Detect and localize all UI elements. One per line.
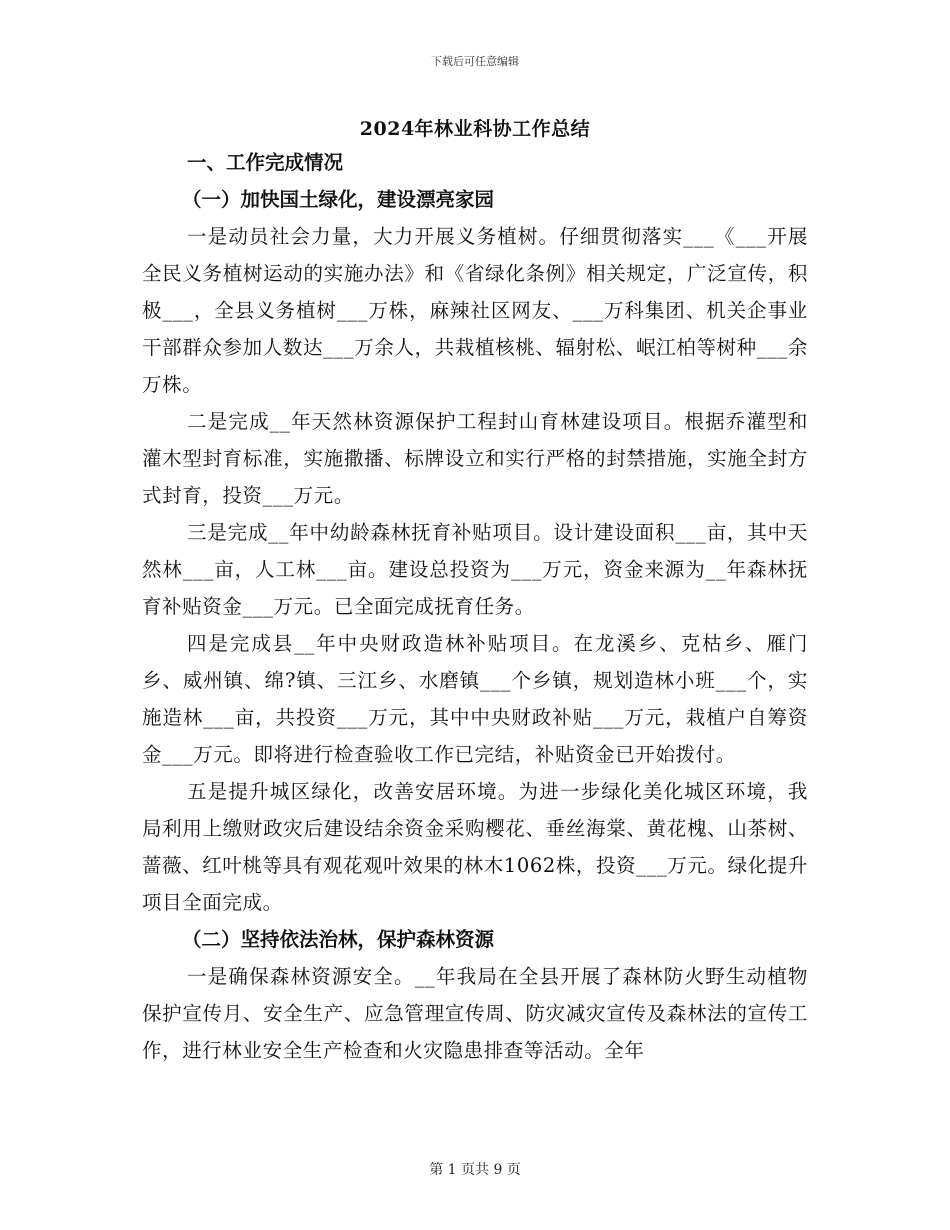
document-body xyxy=(142,144,808,1069)
page-number: 第 1 页共 9 页 xyxy=(429,1162,521,1178)
document-title: 2024年林业科协工作总结 xyxy=(359,118,591,140)
section-heading: 一、工作完成情况 xyxy=(187,151,344,174)
paragraph: 五是提升城区绿化，改善安居环境。为进一步绿化美化城区环境，我局利用上缴财政灾后建设结余资金采购樱花、垂丝海棠、黄花槐、山茶树、蔷薇、红叶桃等具有观花观叶效果的林木1062株，投资___万元。绿化提升项目全面完成。 xyxy=(142,780,808,914)
paragraph: 二是完成__年天然林资源保护工程封山育林建设项目。根据乔灌型和灌木型封育标准，实施撒播、标牌设立和实行严格的封禁措施，实施全封方式封育，投资___万元。 xyxy=(142,410,808,507)
paragraph: 四是完成县__年中央财政造林补贴项目。在龙溪乡、克枯乡、雁门乡、威州镇、绵?镇、三江乡、水磨镇___个乡镇，规划造林小班___个，实施造林___亩，共投资___万元，其中中央财政补贴___万元，栽植户自筹资金___万元。即将进行检查验收工作已完结，补贴资金已开始拨付。 xyxy=(142,632,808,766)
subsection-heading: （一）加快国土绿化，建设漂亮家园 xyxy=(182,188,495,211)
subsection-heading: （二）坚持依法治林，保护森林资源 xyxy=(182,928,495,951)
paragraph: 一是动员社会力量，大力开展义务植树。仔细贯彻落实___《___开展全民义务植树运动的实施办法》和《省绿化条例》相关规定，广泛宣传，积极___，全县义务植树___万株，麻辣社区网友、___万科集团、机关企事业干部群众参加人数达___万余人，共栽植核桃、辐射松、岷江柏等树种___余万株。 xyxy=(142,225,808,396)
paragraph: 一是确保森林资源安全。__年我局在全县开展了森林防火野生动植物保护宣传月、安全生产、应急管理宣传周、防灾减灾宣传及森林法的宣传工作，进行林业安全生产检查和火灾隐患排查等活动。全年 xyxy=(142,965,808,1062)
paragraph: 三是完成__年中幼龄森林抚育补贴项目。设计建设面积___亩，其中天然林___亩，人工林___亩。建设总投资为___万元，资金来源为__年森林抚育补贴资金___万元。已全面完成抚育任务。 xyxy=(142,521,808,618)
header-note: 下载后可任意编辑 xyxy=(431,55,519,68)
